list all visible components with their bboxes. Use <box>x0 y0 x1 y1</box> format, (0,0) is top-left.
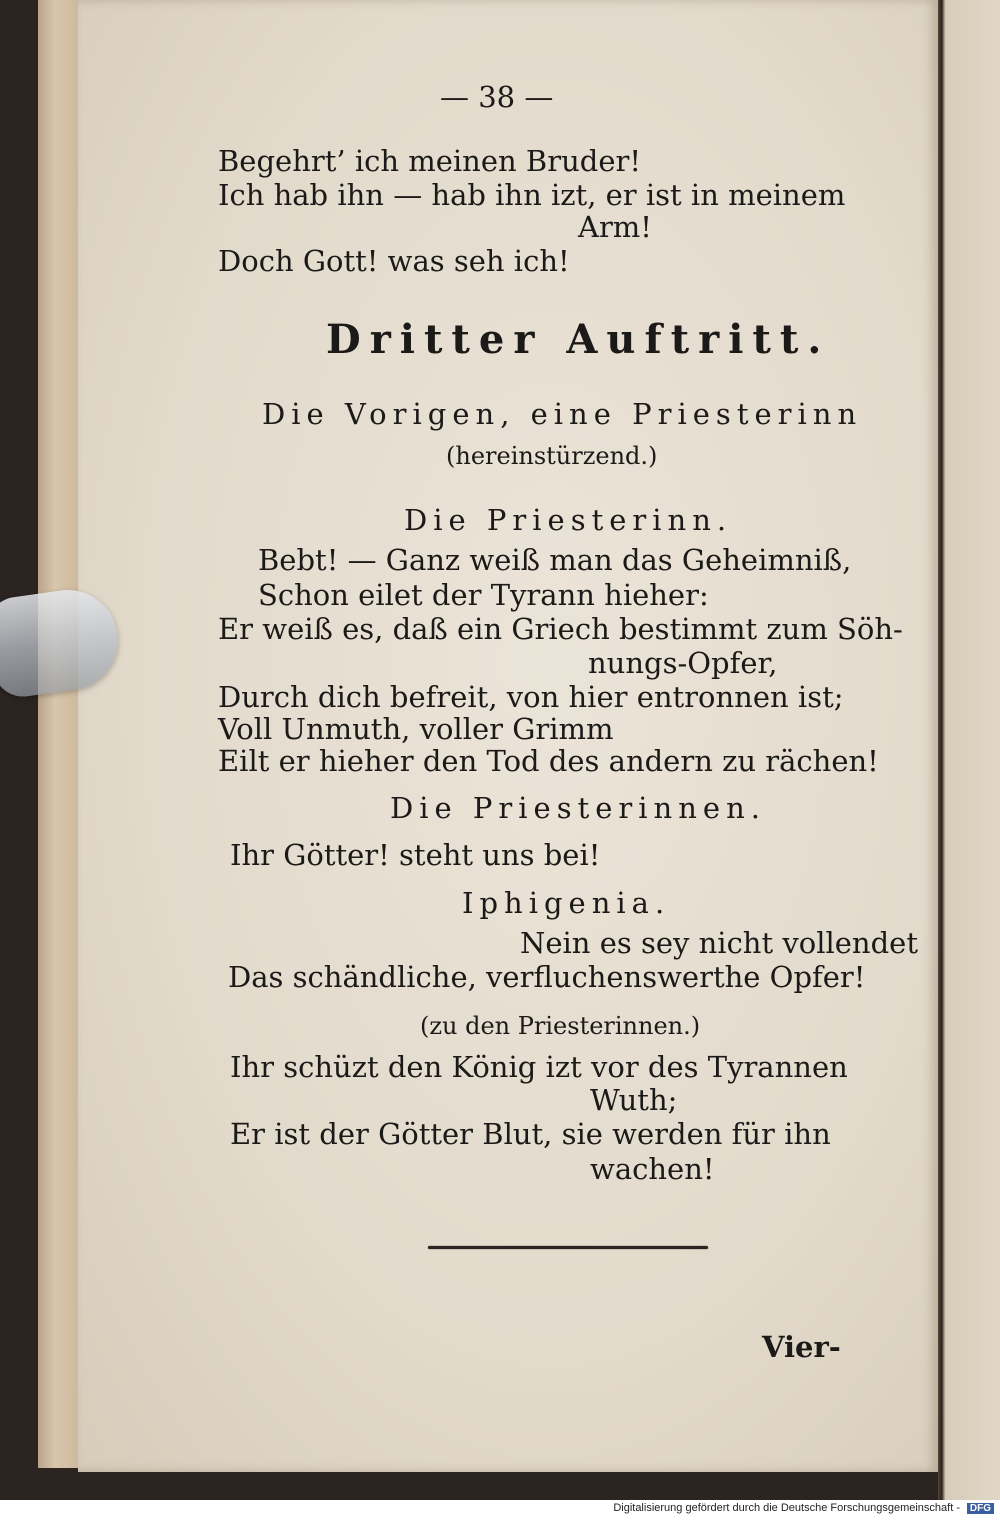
verse-line: Eilt er hieher den Tod des andern zu rächen! <box>218 744 879 778</box>
footer-credit: Digitalisierung gefördert durch die Deutsche Forschungsgemeinschaft - <box>613 1502 960 1514</box>
verse-line-continuation: wachen! <box>590 1152 715 1186</box>
facing-page-edge <box>938 0 1000 1500</box>
dfg-logo: DFG <box>967 1503 994 1514</box>
stage-direction: Die Vorigen, eine Priesterinn <box>262 397 863 431</box>
verse-line: Ihr Götter! steht uns bei! <box>230 838 601 872</box>
catchword: Vier- <box>762 1330 841 1364</box>
stage-direction: (hereinstürzend.) <box>446 442 658 470</box>
speaker-name: Die Priesterinn. <box>404 503 733 537</box>
verse-line-continuation: Wuth; <box>590 1083 678 1117</box>
verse-line: Begehrt’ ich meinen Bruder! <box>218 144 642 178</box>
scene-heading: Dritter Auftritt. <box>326 316 831 363</box>
verse-line: Schon eilet der Tyrann hieher: <box>258 578 709 612</box>
verse-line-continuation: nungs-Opfer, <box>588 646 778 680</box>
page-number: — 38 — <box>440 80 554 114</box>
verse-line: Ihr schüzt den König izt vor des Tyrannen <box>230 1050 848 1084</box>
stage-direction: (zu den Priesterinnen.) <box>420 1012 701 1040</box>
verse-line: Nein es sey nicht vollendet <box>520 926 918 960</box>
verse-line: Doch Gott! was seh ich! <box>218 244 570 278</box>
verse-line: Er weiß es, daß ein Griech bestimmt zum Söh- <box>218 612 903 646</box>
section-divider <box>428 1246 708 1249</box>
verse-line: Er ist der Götter Blut, sie werden für ihn <box>230 1117 831 1151</box>
page-edge-left <box>38 0 80 1468</box>
verse-line-continuation: Arm! <box>578 210 652 244</box>
verse-line: Das schändliche, verfluchenswerthe Opfer! <box>228 960 866 994</box>
verse-line: Voll Unmuth, voller Grimm <box>218 712 614 746</box>
verse-line: Durch dich befreit, von hier entronnen ist; <box>218 680 844 714</box>
speaker-name: Die Priesterinnen. <box>390 791 766 825</box>
verse-line: Bebt! — Ganz weiß man das Geheimniß, <box>258 543 852 577</box>
speaker-name: Iphigenia. <box>462 886 671 920</box>
verse-line: Ich hab ihn — hab ihn izt, er ist in meinem <box>218 178 846 212</box>
